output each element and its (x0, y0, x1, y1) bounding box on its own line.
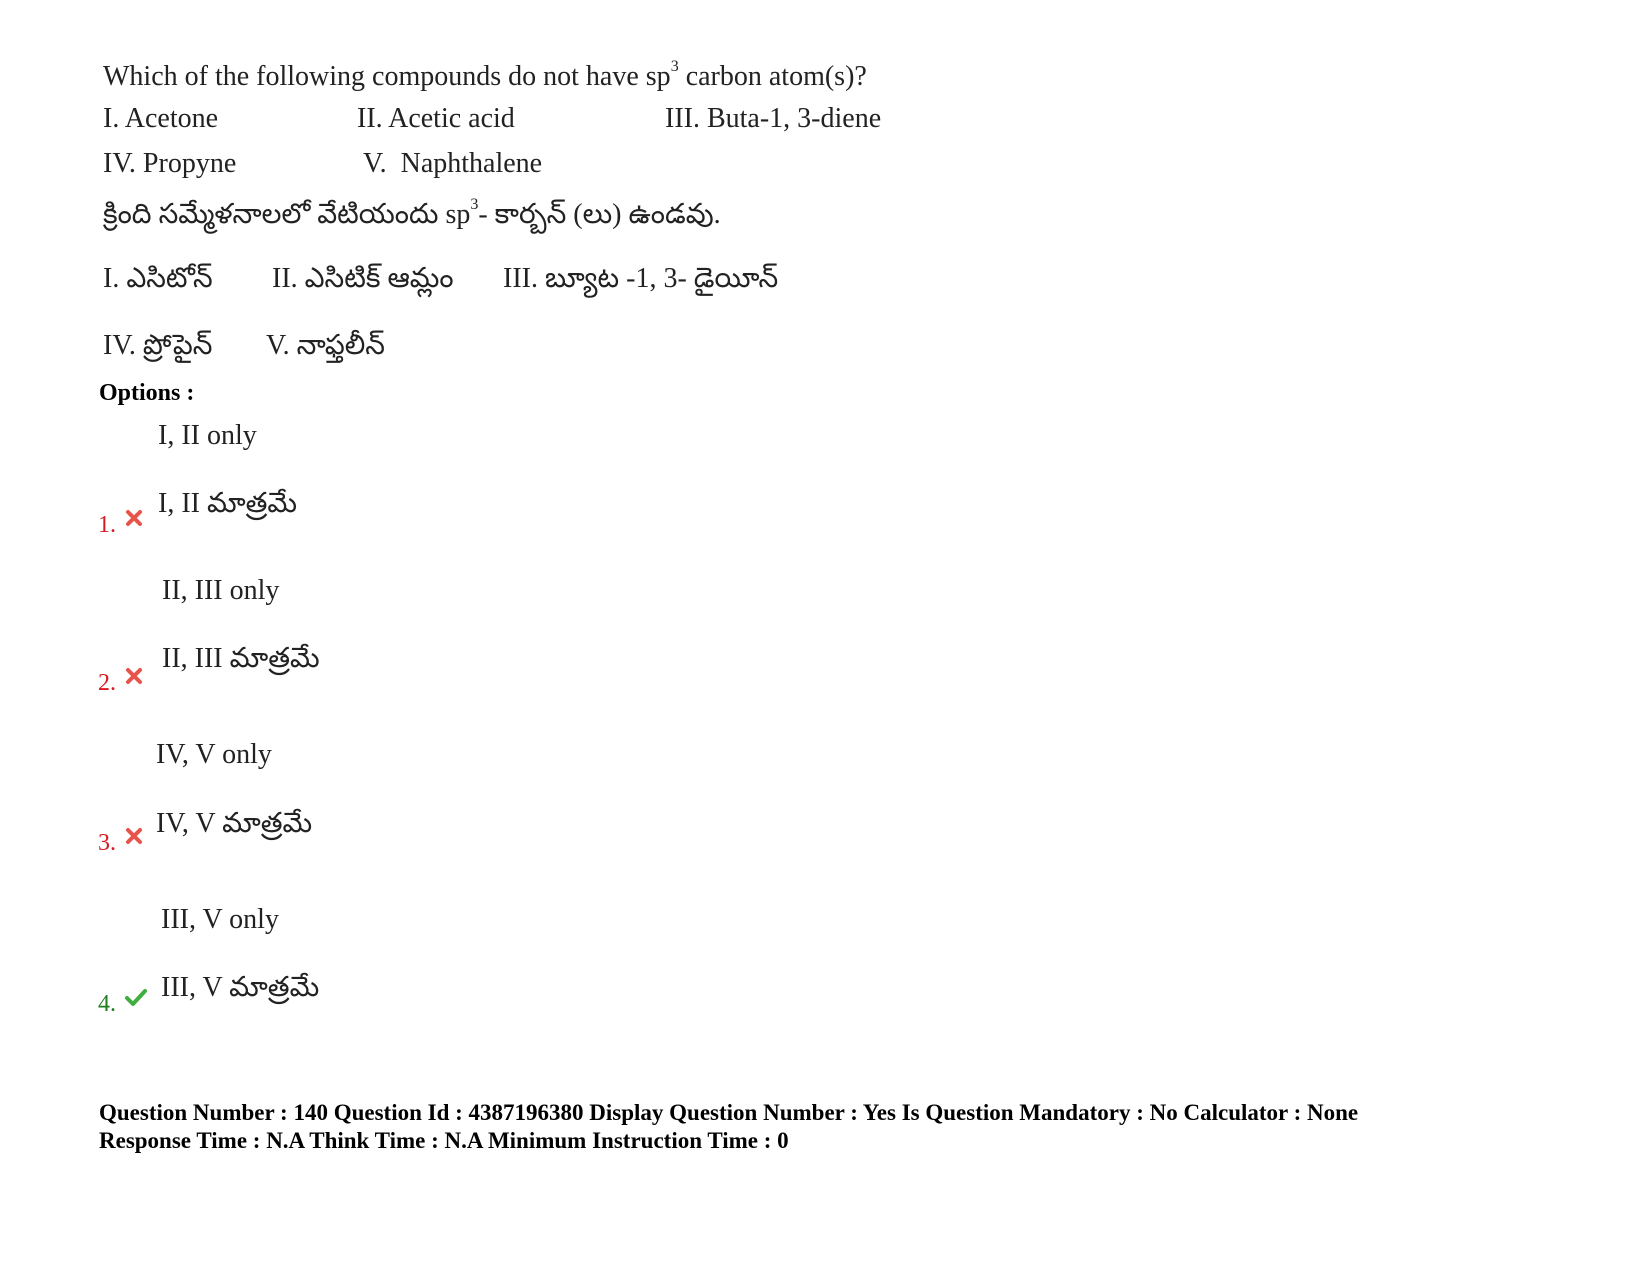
question-item-en-1: I. Acetone (103, 103, 219, 134)
question-item-te-2: II. ఎసిటిక్ ఆమ్లం (272, 263, 454, 294)
question-item-te-3: III. బ్యూట -1, 3- డైయీన్ (503, 263, 779, 294)
option-text-en: IV, V only (156, 739, 272, 770)
question-sup-en: 3 (670, 58, 679, 75)
cross-icon (124, 508, 144, 528)
option-number: 4. (98, 991, 116, 1017)
question-item-te-5: V. నాఫ్తలీన్ (266, 330, 385, 361)
question-text-te (103, 196, 721, 237)
question-text-te-prefix: క్రింది సమ్మేళనాలలో వేటియందు sp (103, 199, 471, 230)
cross-icon (124, 666, 144, 686)
question-text-te-suffix: - కార్బన్ (లు) ఉండవు. (478, 199, 721, 230)
question-item-te-1: I. ఎసిటోన్ (103, 263, 213, 294)
question-item-en-5: V. Naphthalene (363, 148, 543, 179)
question-item-en-4: IV. Propyne (103, 148, 237, 179)
question-text-en (103, 58, 867, 93)
question-meta-line-1: Question Number : 140 Question Id : 4387196380 Display Question Number : Yes Is Question Mandatory : No Calculator : None (99, 1100, 1359, 1125)
question-meta-line-2: Response Time : N.A Think Time : N.A Minimum Instruction Time : 0 (99, 1128, 789, 1153)
option-number: 2. (98, 670, 116, 696)
option-text-en: I, II only (158, 420, 257, 451)
option-text-te: III, V మాత్రమే (161, 972, 320, 1003)
question-item-en-2: II. Acetic acid (357, 103, 515, 134)
question-item-en-3: III. Buta-1, 3-diene (665, 103, 882, 134)
option-text-te: I, II మాత్రమే (158, 488, 297, 519)
question-sup-te: 3 (470, 196, 479, 213)
option-number: 1. (98, 512, 116, 538)
option-text-en: II, III only (162, 575, 280, 606)
check-icon (124, 987, 148, 1007)
cross-icon (124, 826, 144, 846)
option-number: 3. (98, 830, 116, 856)
question-text-en-prefix: Which of the following compounds do not have sp (103, 61, 671, 92)
question-item-te-4: IV. ప్రోపైన్ (103, 330, 213, 361)
question-text-en-suffix: carbon atom(s)? (678, 61, 867, 92)
option-text-te: II, III మాత్రమే (162, 643, 320, 674)
option-text-en: III, V only (161, 904, 279, 935)
option-text-te: IV, V మాత్రమే (156, 808, 313, 839)
options-label: Options : (99, 380, 195, 406)
